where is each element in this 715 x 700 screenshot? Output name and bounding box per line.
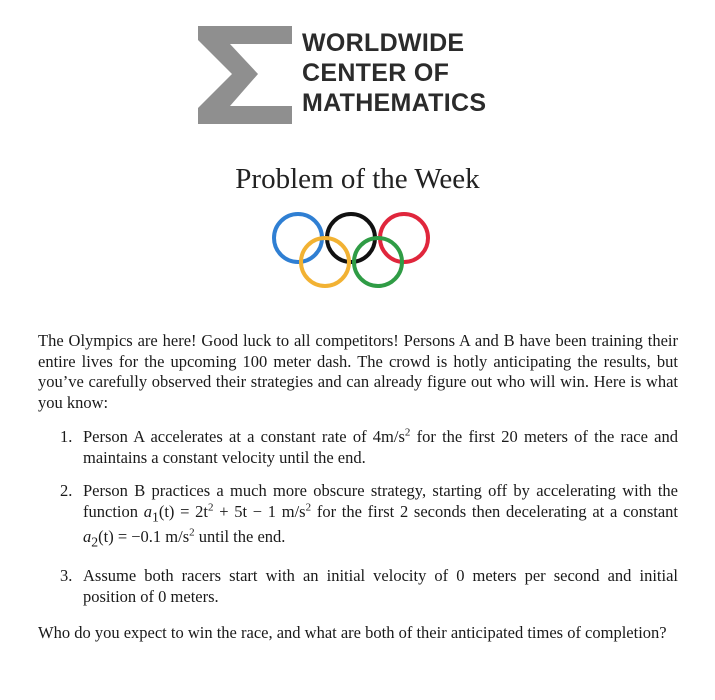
math-expr: (t) = −0.1 m/s bbox=[98, 527, 190, 547]
item-number: 1. bbox=[60, 427, 73, 446]
superscript: 2 bbox=[404, 426, 411, 439]
superscript: 2 bbox=[189, 526, 195, 539]
logo-wordmark bbox=[302, 28, 486, 118]
list-item bbox=[38, 566, 678, 607]
logo-line-3: MATHEMATICS bbox=[302, 89, 487, 117]
wcm-logo bbox=[196, 22, 516, 132]
item-text: Person A accelerates at a constant rate of 4m/s bbox=[83, 427, 405, 446]
question-paragraph: Who do you expect to win the race, and what are both of their anticipated times of completion? bbox=[38, 623, 667, 643]
superscript: 2 bbox=[207, 501, 214, 513]
olympic-rings-icon bbox=[268, 210, 438, 290]
math-var: a bbox=[143, 501, 152, 521]
list-item bbox=[38, 427, 678, 468]
superscript: 2 bbox=[305, 501, 312, 513]
page-title: Problem of the Week bbox=[235, 163, 480, 195]
item-number: 3. bbox=[60, 566, 73, 586]
problem-body bbox=[38, 331, 678, 644]
intro-paragraph: The Olympics are here! Good luck to all competitors! Persons A and B have been training their entire lives for the upcoming 100 meter dash. The crowd is hotly anticipating the results, but you’ve carefully observed their strategies and can already figure out who will win. Here is what you know: bbox=[38, 331, 678, 412]
item-text: for the first 2 seconds then decelerating at a constant bbox=[311, 501, 678, 521]
ring-blue bbox=[274, 214, 322, 262]
item-text: Assume both racers start with an initial velocity of 0 meters per second and initial position of 0 meters. bbox=[83, 566, 678, 606]
item-text: until the end. bbox=[194, 527, 286, 547]
item-text: Person B practices a much more obscure strategy, starting off by accelerating with the function bbox=[83, 481, 678, 521]
facts-list bbox=[38, 427, 678, 607]
math-expr: + 5t − 1 m/s bbox=[213, 501, 306, 521]
logo-line-1: WORLDWIDE bbox=[302, 29, 465, 57]
subscript: 2 bbox=[91, 534, 99, 550]
list-item bbox=[38, 481, 678, 553]
sigma-icon bbox=[196, 22, 296, 127]
logo-line-2: CENTER OF bbox=[302, 59, 450, 87]
item-text: for the first 20 meters of the race and maintains a constant velocity until the end. bbox=[83, 427, 678, 467]
math-var: a bbox=[83, 527, 92, 547]
math-expr: (t) = 2t bbox=[158, 501, 208, 521]
item-number: 2. bbox=[60, 481, 73, 500]
subscript: 1 bbox=[151, 508, 159, 524]
